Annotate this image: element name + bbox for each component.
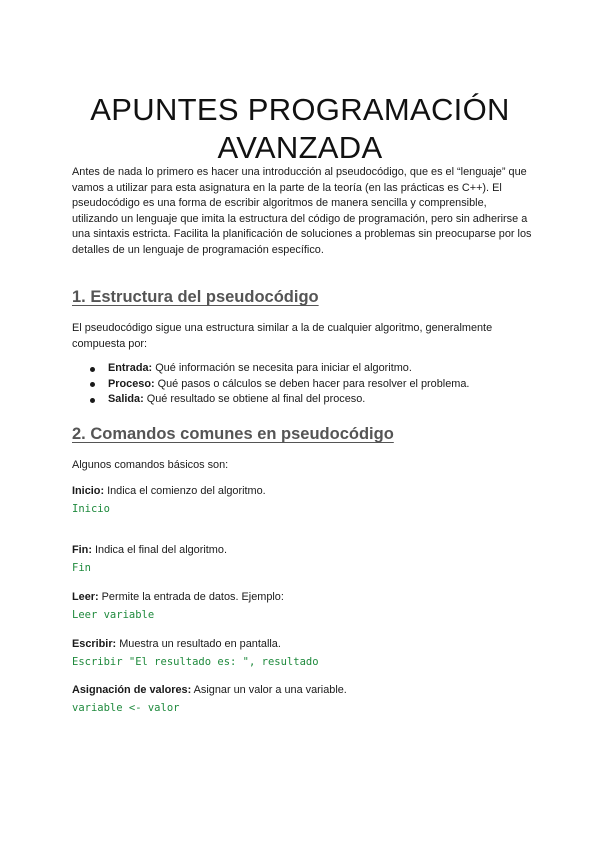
list-item [90,392,469,408]
code-example: Fin [72,562,91,574]
bullet-term: Entrada: [108,362,153,374]
command-escribir [72,637,552,670]
section-1-heading: 1. Estructura del pseudocódigo [72,288,319,306]
bullet-text: Qué resultado se obtiene al final del proceso. [143,393,366,405]
command-term: Asignación de valores: [72,684,192,696]
bullet-term: Proceso: [108,377,155,390]
bullet-icon [90,367,95,372]
page-title [0,91,600,167]
code-example: Escribir "El resultado es: ", resultado [72,656,319,668]
command-term: Escribir: [72,638,117,650]
bullet-icon [90,398,95,403]
title-line-2: AVANZADA [217,129,383,165]
command-inicio [72,484,552,517]
command-text: Muestra un resultado en pantalla. [116,638,281,650]
command-description [72,590,552,605]
command-description [72,683,552,698]
bullet-text: Qué pasos o cálculos se deben hacer para resolver el problema. [154,377,470,390]
list-item [90,361,469,377]
command-text: Asignar un valor a una variable. [191,684,347,696]
command-description [72,543,552,558]
list-item [90,377,469,393]
command-term: Fin: [72,544,92,556]
code-example: variable <- valor [72,702,180,714]
title-line-1: APUNTES PROGRAMACIÓN [90,91,510,127]
code-example: Leer variable [72,609,155,621]
section-2-intro: Algunos comandos básicos son: [72,459,229,471]
command-description [72,484,552,499]
bullet-icon [90,382,95,387]
command-fin [72,543,552,576]
bullet-text: Qué información se necesita para iniciar el algoritmo. [152,362,412,374]
bullet-term: Salida: [108,393,144,405]
command-description [72,637,552,652]
command-term: Leer: [72,591,99,603]
command-asignacion [72,683,552,716]
section-1-intro: El pseudocódigo sigue una estructura similar a la de cualquier algoritmo, generalmente compuesta por: [72,322,493,350]
intro-paragraph: Antes de nada lo primero es hacer una introducción al pseudocódigo, que es el “lenguaje” que vamos a utilizar para esta asignatura en la parte de la teoría (en las prácticas es C++). El pseudocódigo es una forma de escribir algoritmos de manera sencilla y comprensible, utilizando un lenguaje que imita la estructura del código de programación, pero sin adherirse a una sintaxis estricta. Facilita la planificación de soluciones a problemas sin preocuparse por los detalles de un lenguaje de programación específico. [72,166,532,256]
section-2-heading: 2. Comandos comunes en pseudocódigo [72,425,394,443]
command-text: Permite la entrada de datos. Ejemplo: [98,591,284,603]
command-text: Indica el comienzo del algoritmo. [104,485,266,497]
command-leer [72,590,552,623]
command-text: Indica el final del algoritmo. [91,544,227,556]
command-term: Inicio: [72,485,105,497]
code-example: Inicio [72,503,110,515]
structure-list [90,361,469,408]
